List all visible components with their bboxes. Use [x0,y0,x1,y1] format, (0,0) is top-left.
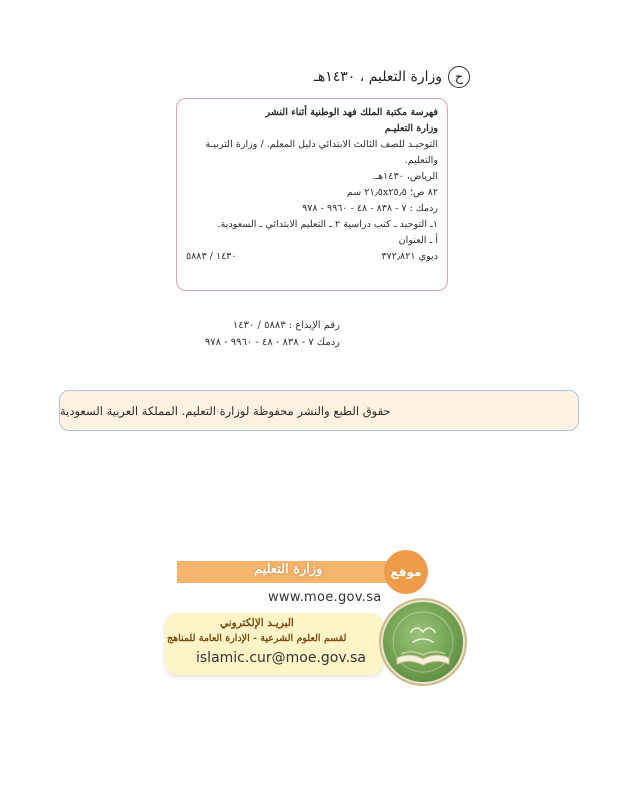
catalog-footer [186,249,438,265]
catalog-dewey: ديوي ٣٧٢٫٨٢١ [381,251,438,262]
catalog-line: ردمك : ٧ - ٨٣٨ - ٤٨ - ٩٩٦٠ - ٩٧٨ [302,203,438,214]
catalog-title: فهرسة مكتبة الملك فهد الوطنية أثناء النشر [265,107,438,118]
deposit-isbn: ردمك ٧ - ٨٣٨ - ٤٨ - ٩٩٦٠ - ٩٧٨ [204,337,340,348]
site-badge-label: موقع [390,565,422,579]
deposit-number: رقم الإيداع : ٥٨٨٣ / ١٤٣٠ [232,320,340,331]
catalog-line: أ ـ العنوان [398,235,438,246]
islamic-studies-book-logo [383,602,463,682]
rights-text: حقوق الطبع والنشر محفوظة لوزارة التعليم. المملكة العربية السعودية [60,403,391,418]
email-label: البريـد الإلكتروني [220,617,294,629]
catalog-line: ٨٢ ص؛ ٢١٫٥x٢٥٫٥ سم [346,187,438,198]
site-name: وزارة التعليم [254,562,323,577]
cataloging-box [176,98,448,291]
catalog-deposit: ١٤٣٠ / ٥٨٨٣ [186,251,237,262]
catalog-line: والتعليم. [404,155,438,166]
copyright-symbol: ح [448,66,470,88]
rights-banner [59,390,579,431]
open-book-icon [383,602,463,682]
copyright-text: وزارة التعليم ، ١٤٣٠هـ [313,69,442,85]
email-department: لقسم العلوم الشرعية - الإدارة العامة للمناهج [167,633,347,644]
site-badge [384,550,428,594]
site-url[interactable]: www.moe.gov.sa [268,590,382,605]
catalog-line: الرياض، ١٤٣٠هـ. [372,171,438,182]
catalog-author: وزارة التعليـم [384,123,438,134]
catalog-line: التوحيـد للصف الثالث الابتدائي دليل المعلم. / وزارة التربيـة [205,139,438,150]
copyright-line [314,66,470,88]
email-address[interactable]: islamic.cur@moe.gov.sa [196,650,366,666]
catalog-line: ١ـ التوحيد ـ كتب دراسية ٢ ـ التعليم الابتدائي ـ السعودية. [217,219,438,230]
deposit-info [205,317,340,351]
